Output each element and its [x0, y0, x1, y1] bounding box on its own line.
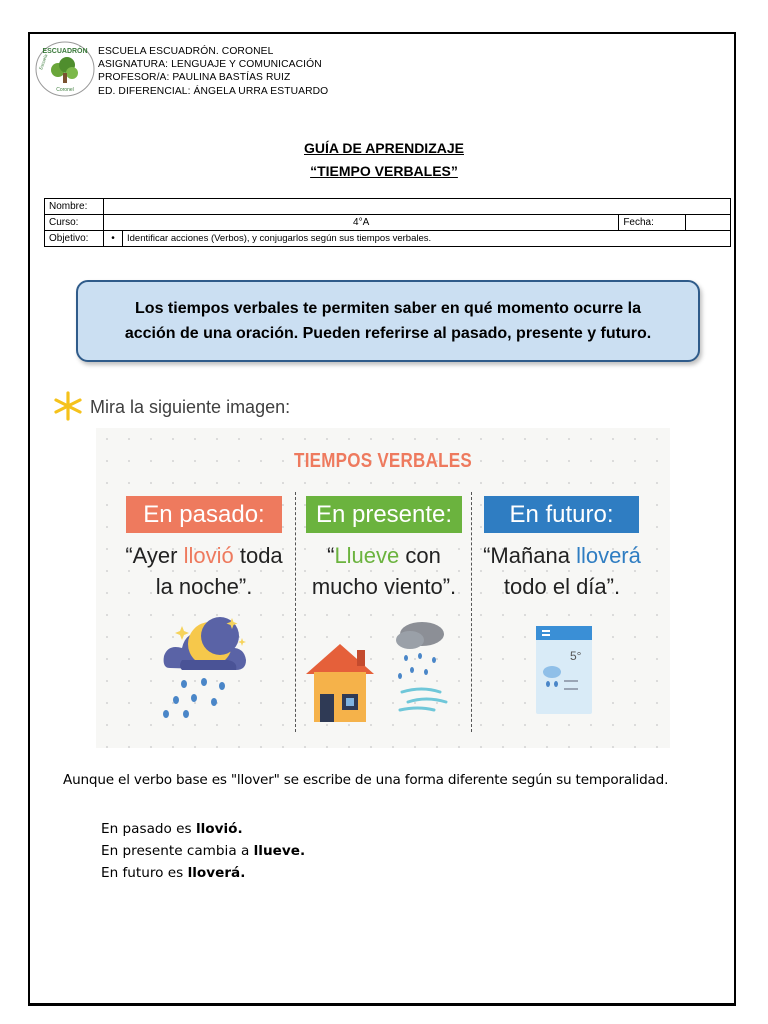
- definition-callout: [76, 280, 700, 362]
- objetivo-value: Identificar acciones (Verbos), y conjugarlos según sus tiempos verbales.: [123, 231, 731, 247]
- phrase-text: “Ayer: [125, 543, 184, 568]
- fecha-field[interactable]: [686, 215, 731, 231]
- school-header: [98, 45, 328, 98]
- subject: ASIGNATURA: LENGUAJE Y COMUNICACIÓN: [98, 59, 322, 71]
- student-info-table: [44, 198, 731, 247]
- guide-subtitle: “TIEMPO VERBALES”: [310, 163, 458, 179]
- tag-presente: En presente:: [306, 496, 462, 533]
- example-text: En futuro es: [101, 865, 188, 881]
- callout-line-1: Los tiempos verbales te permiten saber en qué momento ocurre la: [135, 300, 641, 317]
- phrase-pasado: [114, 540, 294, 602]
- example-pasado: [101, 818, 305, 840]
- infographic-title: TIEMPOS VERBALES: [294, 450, 472, 472]
- example-text: En presente cambia a: [101, 843, 254, 859]
- fecha-label: Fecha:: [619, 215, 686, 231]
- column-divider: [295, 492, 296, 732]
- column-divider: [471, 492, 472, 732]
- svg-text:Coronel: Coronel: [56, 87, 74, 93]
- house-rain-icon: [302, 614, 452, 726]
- tag-pasado: En pasado:: [126, 496, 282, 533]
- phrase-text: “: [327, 543, 335, 568]
- instruction-text: Mira la siguiente imagen:: [90, 397, 291, 417]
- curso-label: Curso:: [45, 215, 104, 231]
- verb-presente: Llueve: [334, 543, 400, 568]
- example-verb: llueve.: [253, 843, 306, 859]
- phrase-text: “Mañana: [483, 543, 577, 568]
- school-logo: [34, 40, 96, 98]
- example-verb: lloverá.: [187, 865, 246, 881]
- svg-text:Escuela: Escuela: [38, 53, 49, 71]
- objetivo-bullet: •: [104, 231, 123, 247]
- example-text: En pasado es: [101, 821, 196, 837]
- special-ed-teacher: ED. DIFERENCIAL: ÁNGELA URRA ESTUARDO: [98, 85, 329, 97]
- asterisk-icon: [52, 390, 84, 422]
- callout-line-2: acción de una oración. Pueden referirse al pasado, presente y futuro.: [124, 325, 652, 342]
- guide-title: GUÍA DE APRENDIZAJE: [304, 140, 464, 156]
- phrase-text: todo el día”.: [503, 574, 621, 599]
- svg-text:ESCUADRÓN: ESCUADRÓN: [42, 48, 88, 55]
- objetivo-label: Objetivo:: [45, 231, 104, 247]
- weather-forecast-icon: [534, 624, 594, 716]
- verb-futuro: lloverá: [576, 543, 641, 568]
- phrase-text: con mucho viento”.: [311, 543, 457, 599]
- nombre-label: Nombre:: [45, 199, 104, 215]
- phrase-text: toda la noche”.: [155, 543, 283, 599]
- tiempos-verbales-infographic: [96, 428, 670, 748]
- example-futuro: [101, 862, 305, 884]
- explanation-text: Aunque el verbo base es "llover" se escribe de una forma diferente según su temporalidad.: [63, 772, 669, 788]
- night-rain-cloud-icon: [158, 610, 258, 722]
- verb-pasado: llovió: [183, 543, 234, 568]
- example-verb: llovió.: [195, 821, 243, 837]
- nombre-field[interactable]: [104, 199, 731, 215]
- curso-value: 4°A: [104, 215, 619, 231]
- forecast-temperature: 5°: [570, 649, 582, 663]
- phrase-presente: [294, 540, 474, 602]
- example-presente: [101, 840, 305, 862]
- tag-futuro: En futuro:: [484, 496, 639, 533]
- school-name: ESCUELA ESCUADRÓN. CORONEL: [98, 46, 274, 57]
- phrase-futuro: [472, 540, 652, 602]
- examples-list: [101, 818, 305, 884]
- teacher: PROFESOR/A: PAULINA BASTÍAS RUIZ: [98, 72, 291, 84]
